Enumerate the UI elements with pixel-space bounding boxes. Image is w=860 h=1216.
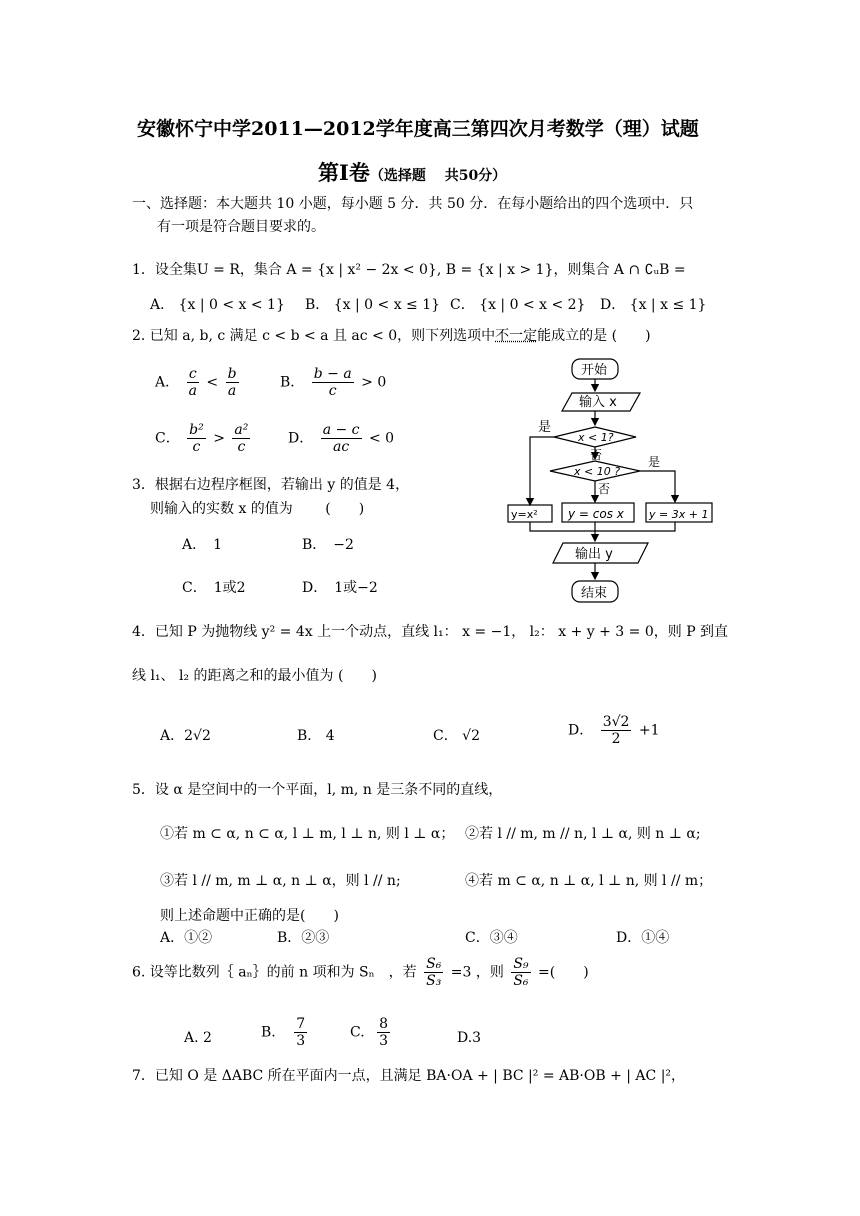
q6-option-d: D.3 [457,1030,482,1046]
q2-stem-post: 能成立的是 ( ) [537,328,651,344]
q2-d-tail: < 0 [368,430,395,447]
flow-box1-text: y=x² [511,508,538,521]
q2-option-a [155,366,242,399]
flow-output-text: 输出 y [575,547,613,562]
q5-option-c: C．③④ [465,930,518,946]
q6-c-label: C. [350,1024,365,1041]
q5-stem: 5．设 α 是空间中的一个平面，l, m, n 是三条不同的直线， [132,782,503,798]
q2-stem-emphasis: 不一定 [495,328,538,344]
q4-stem-line-2: 线 l₁、 l₂ 的距离之和的最小值为 ( ) [132,668,377,684]
q2-b-frac: $\frac{b - a}{c}$ [313,366,352,400]
flowchart [500,355,725,610]
volume-main: 第Ⅰ卷 [318,160,370,185]
q4-option-b: B． 4 [297,728,335,744]
q2-stem-pre: 2. 已知 a, b, c 满足 c < b < a 且 ac < 0，则下列选项中 [132,328,496,344]
q2-option-b [280,366,386,399]
q2-a-frac2: $\frac{b}{a}$ [227,366,237,400]
q6-c-frac: $\frac{8}{3}$ [379,1016,389,1050]
q4-option-c: C． √2 [433,728,480,744]
q1-option-c: C． {x | 0 < x < 2} [450,297,586,313]
q5-option-a: A．①② [160,930,213,946]
q1-option-d: D． {x | x ≤ 1} [600,297,707,313]
flow-box2-text: y = cos x [568,507,624,521]
q5-ask: 则上述命题中正确的是( ) [160,908,339,924]
q5-prop-3: ③若 l // m, m ⊥ α, n ⊥ α，则 l // n; [160,873,401,889]
flow-input-text: 输入 x [579,395,617,410]
q6-b-label: B. [261,1024,276,1041]
instructions-line-1: 一、选择题：本大题共 10 小题，每小题 5 分．共 50 分．在每小题给出的四个选项中．只 [132,196,694,212]
q5-prop-1: ①若 m ⊂ α, n ⊂ α, l ⊥ m, l ⊥ n, 则 l ⊥ α； [160,826,455,842]
q6-option-b [261,1016,310,1049]
flow-yes1-text: 是 [538,420,552,435]
q3-option-c: C． 1或2 [182,580,246,596]
flow-end-text: 结束 [581,586,608,601]
q4-d-frac: $\frac{3√2}{2}$ [602,714,630,748]
q2-a-frac1: $\frac{c}{a}$ [188,366,197,400]
q6-option-a: A. 2 [184,1030,212,1046]
q6-frac1: $\frac{\text{S₆}}{\text{S₃}}$ [426,956,442,990]
q2-d-label: D． [288,430,314,447]
q4-d-label: D． [568,722,594,739]
volume-heading [318,160,506,185]
q2-c-frac2: $\frac{\text{a²}}{c}$ [234,422,249,456]
q2-b-tail: > 0 [361,374,387,391]
q7-stem: 7．已知 O 是 ΔABC 所在平面内一点，且满足 BA·OA + | BC |² = AB·OB + | AC |²， [132,1068,686,1084]
q3-stem-line-2: 则输入的实数 x 的值为 ( ) [150,501,365,517]
q2-c-label: C． [155,430,180,447]
flow-start-text: 开始 [581,363,608,378]
instructions-line-2: 有一项是符合题目要求的。 [157,219,325,235]
q2-a-label: A． [155,374,180,391]
q2-option-c [155,422,253,455]
q2-c-op: > [213,430,225,447]
q6-stem [132,956,589,989]
q6-mid: =3 ，则 [450,964,504,981]
q4-option-d [568,714,660,747]
q3-option-a: A． 1 [182,537,223,553]
q5-prop-4: ④若 m ⊂ α, n ⊥ α, l ⊥ n, 则 l // m； [465,873,713,889]
flow-no1-text: 否 [590,448,603,462]
q4-stem-line-1: 4．已知 P 为抛物线 y² = 4x 上一个动点，直线 l₁： x = −1， l₂： x + y + 3 = 0，则 P 到直 [132,624,729,640]
q5-option-d: D．①④ [616,930,670,946]
flow-cond1-text: x < 1? [578,431,614,444]
q2-c-frac1: $\frac{\text{b²}}{c}$ [189,422,204,456]
flow-cond2-text: x < 10 ? [574,465,621,478]
q5-option-b: B．②③ [277,930,330,946]
volume-sub: （选择题 共50分） [369,168,507,184]
flow-box3-text: y = 3x + 1 [649,508,709,521]
flow-yes2-text: 是 [648,455,661,469]
q1-option-a: A． {x | 0 < x < 1} [150,297,285,313]
q2-option-d [288,422,394,455]
q3-stem-line-1: 3．根据右边程序框图，若输出 y 的值是 4， [132,477,410,493]
q2-a-op: < [206,374,219,391]
page-title: 安徽怀宁中学2011—2012学年度高三第四次月考数学（理）试题 [137,118,699,140]
flow-no2-text: 否 [598,482,611,496]
q3-option-b: B． −2 [302,537,354,553]
q4-option-a: A．2√2 [160,728,211,744]
q2-b-label: B． [280,374,305,391]
q4-d-tail: +1 [638,722,660,739]
q2-d-frac: $\frac{a - c}{ac}$ [322,422,360,456]
q1-stem: 1．设全集U = R，集合 A = {x | x² − 2x < 0}, B = {x | x > 1}，则集合 A ∩ ∁ᵤB = [132,262,686,278]
q2-stem [132,328,651,345]
q5-prop-2: ②若 l // m, m // n, l ⊥ α, 则 n ⊥ α; [465,826,701,842]
q6-b-frac: $\frac{7}{3}$ [296,1016,306,1050]
q6-pre: 6. 设等比数列｛ aₙ｝的前 n 项和为 Sₙ ，若 [132,964,417,981]
q3-option-d: D． 1或−2 [302,580,378,596]
q6-option-c [350,1016,393,1049]
q6-tail: =( ) [538,964,589,981]
q1-option-b: B． {x | 0 < x ≤ 1} [305,297,441,313]
q6-frac2: $\frac{\text{S₉}}{\text{S₆}}$ [513,956,529,990]
